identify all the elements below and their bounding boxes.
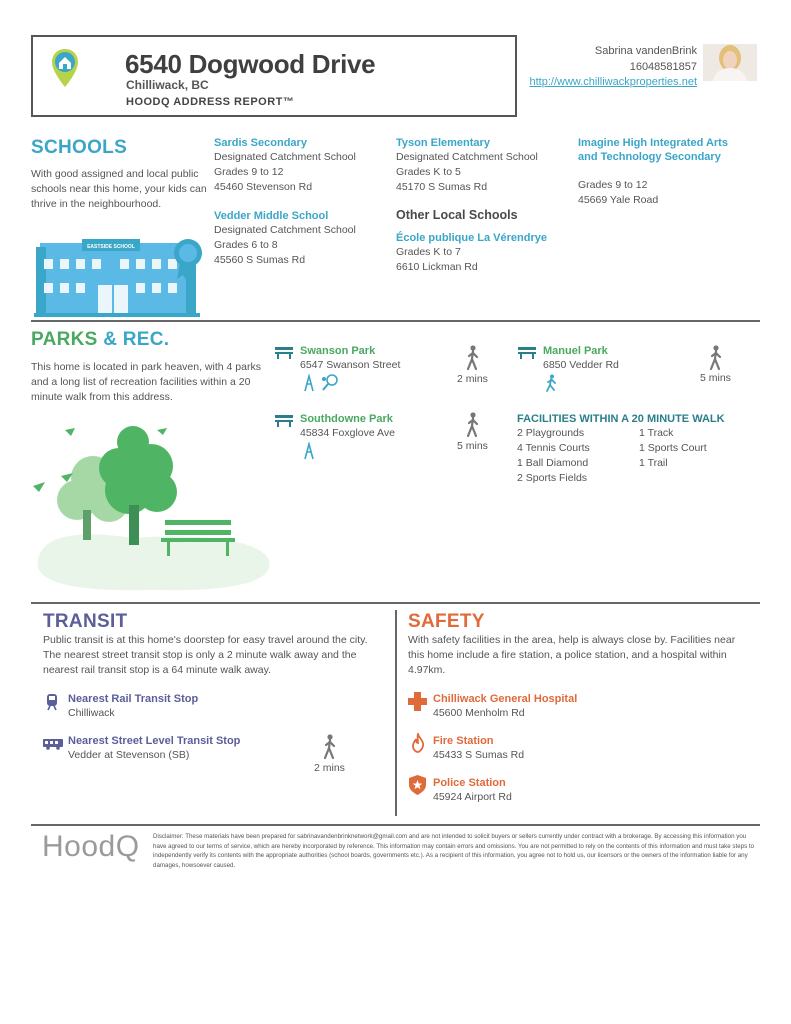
fire-icon [411,733,425,753]
safety-address: 45433 S Sumas Rd [433,749,525,761]
school-type: Designated Catchment School [396,151,538,163]
street-stop-title[interactable]: Nearest Street Level Transit Stop [68,735,241,747]
school-grades: Grades K to 5 [396,166,461,178]
report-title: HOODQ ADDRESS REPORT™ [126,96,295,108]
safety-address: 45924 Airport Rd [433,791,512,803]
bus-icon [43,738,63,750]
other-schools-heading: Other Local Schools [396,208,518,222]
train-icon [45,693,59,711]
school-address: 45170 S Sumas Rd [396,181,488,193]
agent-avatar [703,44,757,81]
facility-item: 4 Tennis Courts [517,442,590,454]
transit-heading: TRANSIT [43,611,128,632]
school-building-illustration [34,233,206,318]
parks-heading: PARKS & REC. [31,329,170,350]
walking-person-icon [322,734,338,760]
school-name[interactable]: Imagine High Integrated Arts and Technology Secondary [578,137,728,163]
safety-name[interactable]: Police Station [433,777,506,789]
park-bench-icon [275,347,293,359]
playground-icon [302,442,316,460]
school-type: Designated Catchment School [214,151,356,163]
address-header-box [31,35,517,117]
walk-time: 2 mins [314,762,345,774]
school-grades: Grades 6 to 8 [214,239,278,251]
safety-address: 45600 Menholm Rd [433,707,525,719]
schools-intro: With good assigned and local public schools near this home, your kids can thrive in the neighbourhood. [31,168,207,210]
rail-stop-title[interactable]: Nearest Rail Transit Stop [68,693,199,705]
running-icon [545,374,557,392]
street-stop-name: Vedder at Stevenson (SB) [68,749,190,761]
column-divider [395,610,397,816]
school-name[interactable]: Vedder Middle School [214,210,329,222]
park-name[interactable]: Southdowne Park [300,413,393,425]
hoodq-logo: HoodQ [42,830,140,863]
park-name[interactable]: Manuel Park [543,345,608,357]
parks-intro: This home is located in park heaven, with 4 parks and a long list of recreation facilities within a 20 minute walk from this address. [31,361,261,403]
school-type: Designated Catchment School [214,224,356,236]
safety-name[interactable]: Chilliwack General Hospital [433,693,578,705]
school-name[interactable]: Tyson Elementary [396,137,490,149]
walking-person-icon [708,345,724,371]
property-city: Chilliwack, BC [126,78,209,92]
section-divider [31,320,760,322]
safety-intro: With safety facilities in the area, help is always close by. Facilities near this home include a fire station, a police station, and a hospital within 4.97km. [408,634,736,676]
agent-phone: 16048581857 [629,61,697,73]
walk-time: 5 mins [457,440,488,452]
park-illustration [33,420,273,595]
section-divider [31,602,760,604]
agent-name: Sabrina vandenBrink [594,45,697,57]
home-pin-icon [51,48,79,88]
park-name[interactable]: Swanson Park [300,345,376,357]
facility-item: 1 Sports Court [639,442,707,454]
school-name[interactable]: Sardis Secondary [214,137,307,149]
facility-item: 2 Playgrounds [517,427,585,439]
walk-time: 5 mins [700,372,731,384]
facility-item: 2 Sports Fields [517,472,588,484]
police-badge-icon [409,775,426,795]
school-address: 6610 Lickman Rd [396,261,478,273]
park-address: 6850 Vedder Rd [543,359,619,371]
park-address: 6547 Swanson Street [300,359,401,371]
facility-item: 1 Trail [639,457,668,469]
school-address: 45460 Stevenson Rd [214,181,313,193]
safety-heading: SAFETY [408,611,485,632]
school-grades: Grades 9 to 12 [214,166,284,178]
walking-person-icon [465,345,481,371]
school-address: 45669 Yale Road [578,194,659,206]
facilities-heading: FACILITIES WITHIN A 20 MINUTE WALK [517,413,725,425]
park-bench-icon [518,347,536,359]
school-sign-text: EASTSIDE SCHOOL [87,244,135,250]
park-bench-icon [275,415,293,427]
school-address: 45560 S Sumas Rd [214,254,306,266]
property-address: 6540 Dogwood Drive [125,49,376,79]
rail-stop-name: Chilliwack [68,707,115,719]
agent-website-link[interactable]: http://www.chilliwackproperties.net [529,76,697,88]
facility-item: 1 Track [639,427,674,439]
schools-heading: SCHOOLS [31,137,128,158]
school-name[interactable]: École publique La Vérendrye [396,232,547,244]
playground-icon [302,374,316,392]
school-grades: Grades 9 to 12 [578,179,648,191]
transit-intro: Public transit is at this home's doorstep for easy travel around the city. The nearest street transit stop is only a 2 minute walk away and the nearest rail transit stop is a 64 minute walk away. [43,634,368,676]
tennis-icon [321,374,339,392]
school-grades: Grades K to 7 [396,246,461,258]
disclaimer: Disclaimer: These materials have been prepared for sabrinavandenbrinknetwork@gmail.com and are not intended to solicit buyers or sellers currently under contract with a brokerage. By accessing this information you have agreed to our terms of service, which are hereby incorporated by reference. This information may contain errors and omissions. You are not permitted to rely on the contents of this information and must take steps to independently verify its contents with the appropriate authorities (school boards, governments etc.). As a recipient of this information, you agree not to hold us, our licensors or the owners of the information liable for any damages, howsoever caused. [153,833,755,869]
safety-name[interactable]: Fire Station [433,735,494,747]
facility-item: 1 Ball Diamond [517,457,589,469]
footer-divider [31,824,760,826]
walking-person-icon [465,412,481,438]
walk-time: 2 mins [457,373,488,385]
hospital-cross-icon [408,692,427,711]
park-address: 45834 Foxglove Ave [300,427,395,439]
